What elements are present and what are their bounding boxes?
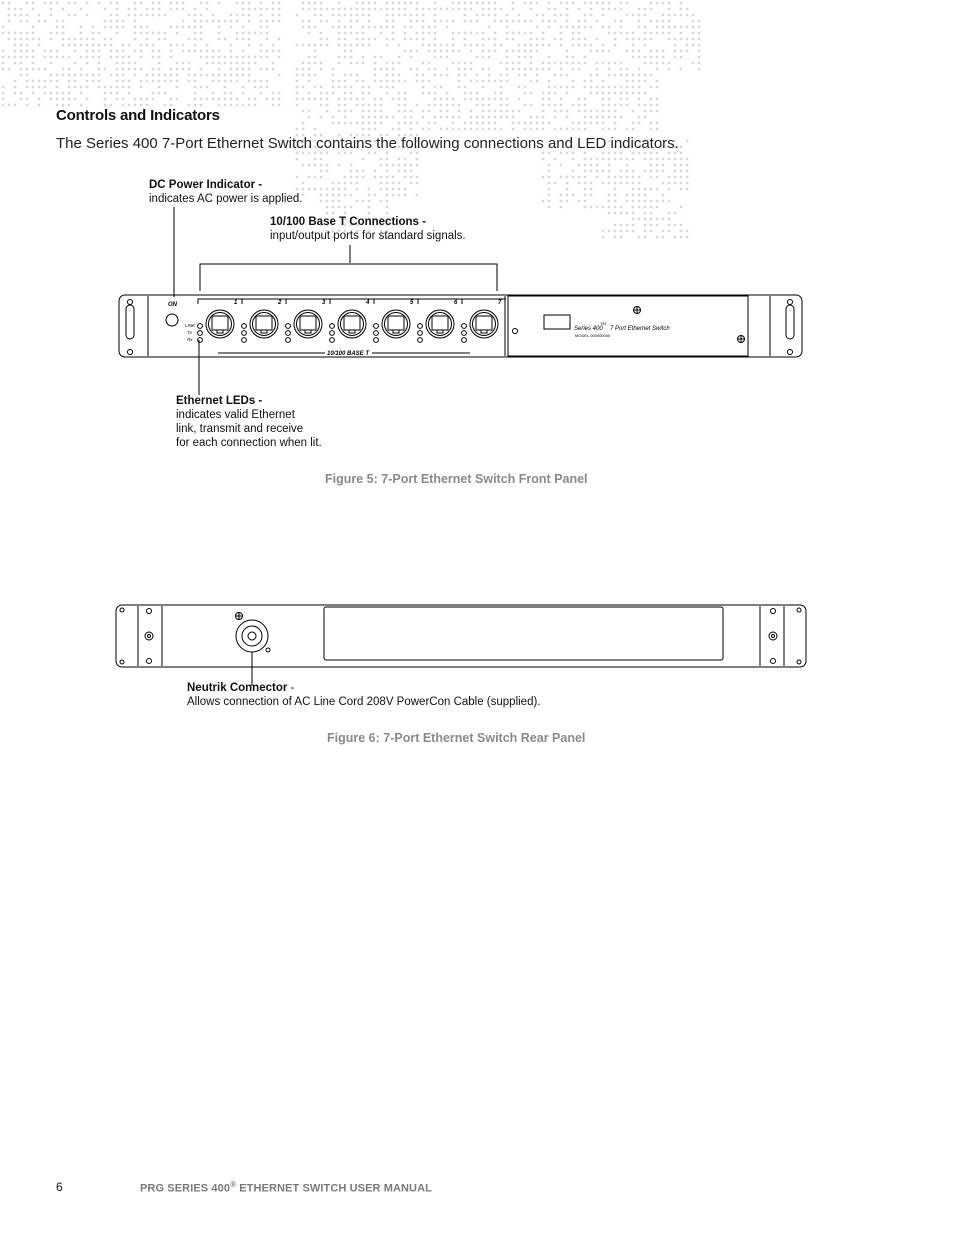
ethernet-port[interactable] xyxy=(462,299,506,342)
ethernet-led xyxy=(330,324,335,329)
model-name-label: 7 Port Ethernet Switch xyxy=(610,326,670,332)
base-t-callout-title: 10/100 Base T Connections - xyxy=(270,216,426,228)
dc-power-callout-title: DC Power Indicator - xyxy=(149,179,263,191)
neutrik-callout-desc: Allows connection of AC Line Cord 208V PowerCon Cable (supplied). xyxy=(187,696,541,708)
ethernet-port[interactable] xyxy=(198,299,242,342)
ethernet-leds-callout-line: for each connection when lit. xyxy=(176,437,322,449)
dc-power-callout-desc: indicates AC power is applied. xyxy=(149,193,303,205)
ethernet-led xyxy=(418,331,423,336)
ethernet-led xyxy=(242,324,247,329)
base-t-strip-label: 10/100 BASE T xyxy=(327,351,370,357)
model-number-label: MODEL 000000000 xyxy=(575,333,611,338)
port-number-label: 2 xyxy=(278,300,282,306)
ethernet-led xyxy=(198,324,203,329)
ethernet-leds-callout-title: Ethernet LEDs - xyxy=(176,395,263,407)
ethernet-led xyxy=(198,338,203,343)
neutrik-callout-suffix: - xyxy=(287,682,295,694)
ethernet-led xyxy=(242,338,247,343)
footer-title-prefix: PRG SERIES 400 xyxy=(140,1182,231,1195)
ethernet-led xyxy=(418,338,423,343)
model-tm-label: TM xyxy=(600,321,606,326)
intro-paragraph: The Series 400 7-Port Ethernet Switch contains the following connections and LED indicators. xyxy=(56,135,679,152)
port-group xyxy=(198,299,506,342)
neutrik-callout xyxy=(187,681,541,709)
ethernet-led xyxy=(330,338,335,343)
ethernet-port[interactable] xyxy=(374,299,418,342)
ethernet-led xyxy=(462,324,467,329)
rear-vent-panel xyxy=(324,607,723,660)
link-label: LINK xyxy=(185,323,196,328)
ethernet-led xyxy=(198,331,203,336)
ethernet-led xyxy=(462,338,467,343)
port-number-label: 6 xyxy=(454,300,458,306)
tx-label: Tx xyxy=(187,330,192,335)
ethernet-leds-callout-line: indicates valid Ethernet xyxy=(176,409,295,421)
ethernet-led xyxy=(374,331,379,336)
port-number-label: 7 xyxy=(498,300,502,306)
registered-mark: ® xyxy=(230,1180,237,1189)
figure-6-caption: Figure 6: 7-Port Ethernet Switch Rear Panel xyxy=(327,731,586,745)
on-label: ON xyxy=(168,302,177,308)
model-series-label: Series 400 xyxy=(574,326,603,332)
front-panel-drawing xyxy=(0,0,954,480)
ethernet-port[interactable] xyxy=(286,299,330,342)
base-t-bracket xyxy=(200,264,497,291)
ethernet-leds-callout-line: link, transmit and receive xyxy=(176,423,304,435)
section-heading: Controls and Indicators xyxy=(56,107,220,124)
neutrik-connector xyxy=(236,620,268,652)
ethernet-led xyxy=(374,338,379,343)
footer-title-suffix: ETHERNET SWITCH USER MANUAL xyxy=(236,1182,432,1195)
power-indicator-led xyxy=(166,314,178,326)
ethernet-led xyxy=(374,324,379,329)
port-number-label: 4 xyxy=(366,300,370,306)
ethernet-port[interactable] xyxy=(242,299,286,342)
footer-title xyxy=(140,1180,432,1195)
ethernet-led xyxy=(286,338,291,343)
ethernet-port[interactable] xyxy=(418,299,462,342)
rx-label: Rx xyxy=(187,337,193,342)
ethernet-led xyxy=(286,324,291,329)
prg-logo-box xyxy=(544,315,570,329)
rear-chassis xyxy=(116,605,806,667)
page-number: 6 xyxy=(56,1180,63,1194)
port-number-label: 5 xyxy=(410,300,414,306)
port-number-label: 3 xyxy=(322,300,326,306)
figure-5-caption: Figure 5: 7-Port Ethernet Switch Front Panel xyxy=(325,472,588,486)
ethernet-port[interactable] xyxy=(330,299,374,342)
ethernet-led xyxy=(462,331,467,336)
neutrik-callout-title: Neutrik Connector xyxy=(187,682,288,694)
ethernet-led xyxy=(242,331,247,336)
ethernet-led xyxy=(330,331,335,336)
ethernet-led xyxy=(286,331,291,336)
ethernet-led xyxy=(418,324,423,329)
rear-panel-drawing xyxy=(0,590,954,690)
base-t-callout-desc: input/output ports for standard signals. xyxy=(270,230,466,242)
port-number-label: 1 xyxy=(234,300,238,306)
front-chassis xyxy=(119,295,802,357)
